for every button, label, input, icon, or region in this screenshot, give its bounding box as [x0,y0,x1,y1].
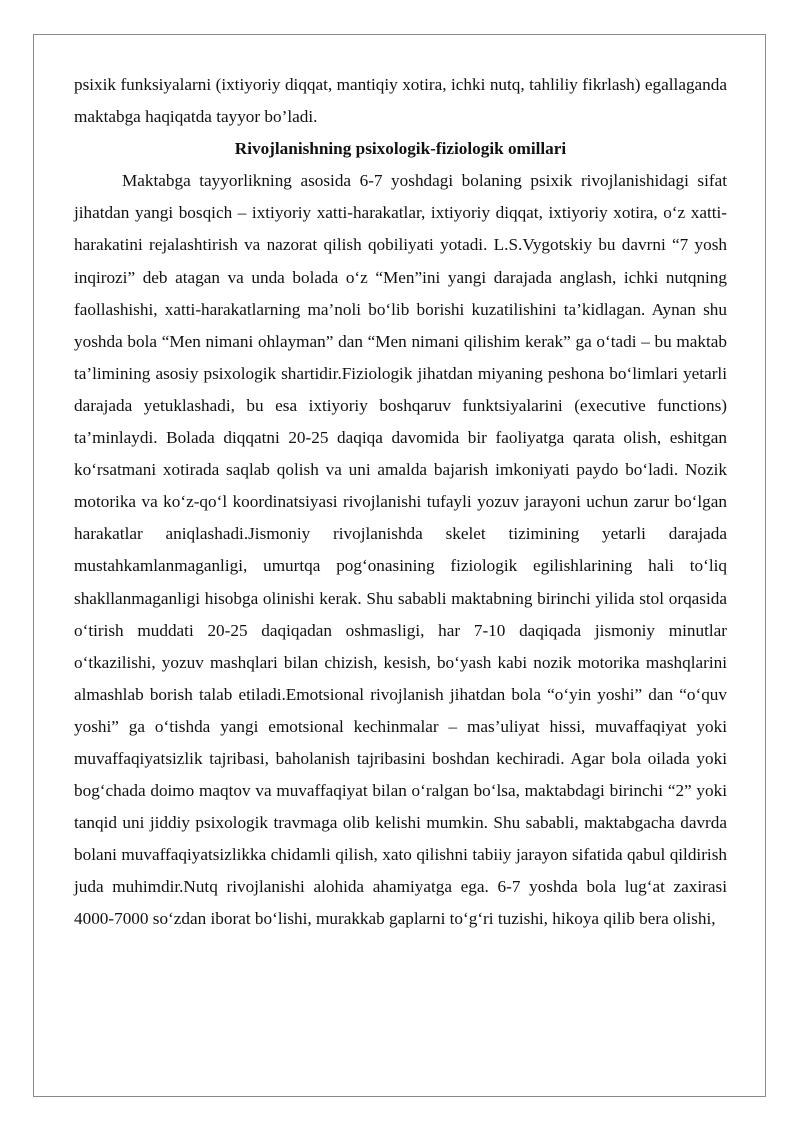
document-body [74,69,727,936]
main-paragraph: Maktabga tayyorlikning asosida 6-7 yoshdagi bolaning psixik rivojlanishidagi sifat jihatdan yangi bosqich – ixtiyoriy xatti-harakatlar, ixtiyoriy diqqat, ixtiyoriy xotira, o‘z xatti-harakatini rejalashtirish va nazorat qilish qobiliyati yotadi. L.S.Vygotskiy bu davrni “7 yosh inqirozi” deb atagan va unda bolada o‘z “Men”ini yangi darajada anglash, ichki nutqning faollashishi, xatti-harakatlarning ma’noli bo‘lib borishi kuzatilishini ta’kidlagan. Aynan shu yoshda bola “Men nimani ohlayman” dan “Men nimani qilishim kerak” ga o‘tadi – bu maktab ta’limining asosiy psixologik shartidir.Fiziologik jihatdan miyaning peshona bo‘limlari yetarli darajada yetuklashadi, bu esa ixtiyoriy boshqaruv funktsiyalarini (executive functions) ta’minlaydi. Bolada diqqatni 20-25 daqiqa davomida bir faoliyatga qarata olish, eshitgan ko‘rsatmani xotirada saqlab qolish va uni amalda bajarish imkoniyati paydo bo‘ladi. Nozik motorika va ko‘z-qo‘l koordinatsiyasi rivojlanishi tufayli yozuv jarayoni uchun zarur bo‘lgan harakatlar aniqlashadi.Jismoniy rivojlanishda skelet tizimining yetarli darajada mustahkamlanmaganligi, umurtqa pog‘onasining fiziologik egilishlarining hali to‘liq shakllanmaganligi hisobga olinishi kerak. Shu sababli maktabning birinchi yilida stol orqasida o‘tirish muddati 20-25 daqiqadan oshmasligi, har 7-10 daqiqada jismoniy minutlar o‘tkazilishi, yozuv mashqlari bilan chizish, kesish, bo‘yash kabi nozik motorika mashqlarini almashlab borish talab etiladi.Emotsional rivojlanish jihatdan bola “o‘yin yoshi” dan “o‘quv yoshi” ga o‘tishda yangi emotsional kechinmalar – mas’uliyat hissi, muvaffaqiyat yoki muvaffaqiyatsizlik tajribasi, baholanish tajribasini boshdan kechiradi. Agar bola oilada yoki bog‘chada doimo maqtov va muvaffaqiyat bilan o‘ralgan bo‘lsa, maktabdagi birinchi “2” yoki tanqid uni jiddiy psixologik travmaga olib kelishi mumkin. Shu sababli, maktabgacha davrda bolani muvaffaqiyatsizlikka chidamli qilish, xato qilishni tabiiy jarayon sifatida qabul qildirish juda muhimdir.Nutq rivojlanishi alohida ahamiyatga ega. 6-7 yoshda bola lug‘at zaxirasi 4000-7000 so‘zdan iborat bo‘lishi, murakkab gaplarni to‘g‘ri tuzishi, hikoya qilib bera olishi, [74,171,727,929]
intro-paragraph: psixik funksiyalarni (ixtiyoriy diqqat, mantiqiy xotira, ichki nutq, tahliliy fikrlash) egallaganda maktabga haqiqatda tayyor bo’ladi. [74,75,727,127]
section-heading: Rivojlanishning psixologik-fiziologik omillari [234,139,567,159]
